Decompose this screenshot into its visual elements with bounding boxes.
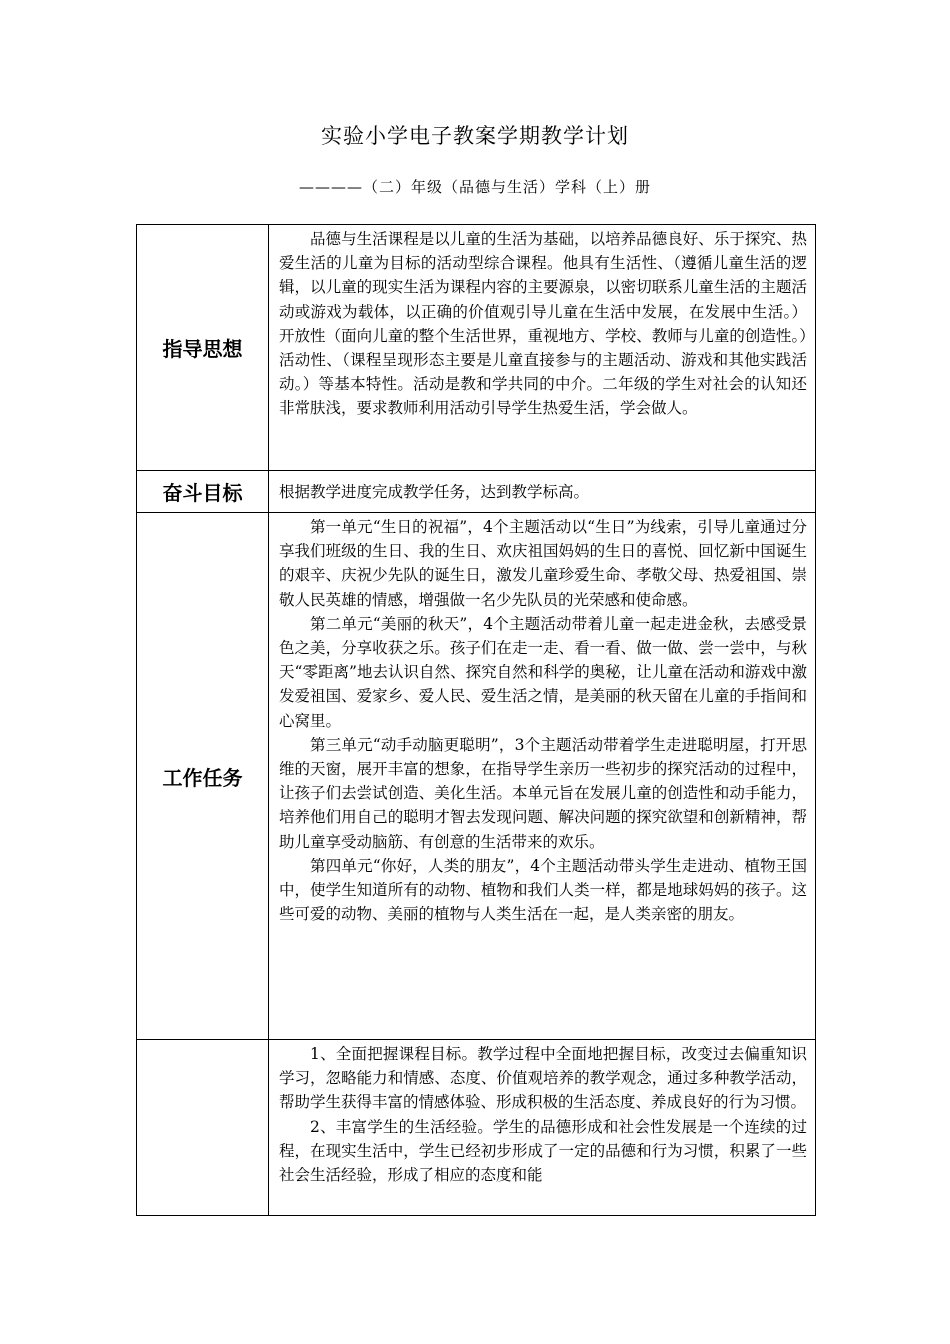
content-paragraph: 第四单元“你好，人类的朋友”，4个主题活动带头学生走进动、植物王国中，使学生知道所有的动物、植物和我们人类一样，都是地球妈妈的孩子。这些可爱的动物、美丽的植物与人类生活在一起，是人类亲密的朋友。 xyxy=(279,856,807,924)
row-label-empty xyxy=(137,1040,269,1216)
row-label-guiding-ideology: 指导思想 xyxy=(137,225,269,471)
content-paragraph: 1、全面把握课程目标。教学过程中全面地把握目标，改变过去偏重知识学习，忽略能力和情感、态度、价值观培养的教学观念，通过多种教学活动，帮助学生获得丰富的情感体验、形成积极的生活态度、养成良好的行为习惯。 xyxy=(279,1045,807,1112)
row-label-work-tasks: 工作任务 xyxy=(137,513,269,1040)
table-row xyxy=(137,1040,816,1216)
page-title: 实验小学电子教案学期教学计划 xyxy=(321,124,629,148)
row-content-measures xyxy=(269,1040,816,1216)
row-content-guiding-ideology xyxy=(269,225,816,471)
page-subtitle: ————（二）年级（品德与生活）学科（上）册 xyxy=(298,178,651,196)
table-row xyxy=(137,225,816,471)
plan-table xyxy=(136,224,816,1216)
content-paragraph: 2、丰富学生的生活经验。学生的品德形成和社会性发展是一个连续的过程，在现实生活中，学生已经初步形成了一定的品德和行为习惯，积累了一些社会生活经验，形成了相应的态度和能 xyxy=(279,1117,807,1185)
content-paragraph: 第二单元“美丽的秋天”，4个主题活动带着儿童一起走进金秋，去感受景色之美，分享收获之乐。孩子们在走一走、看一看、做一做、尝一尝中，与秋天“零距离”地去认识自然、探究自然和科学的奥秘，让儿童在活动和游戏中激发爱祖国、爱家乡、爱人民、爱生活之情，是美丽的秋天留在儿童的手指间和心窝里。 xyxy=(279,614,807,730)
row-content-work-tasks xyxy=(269,513,816,1040)
row-label-goals: 奋斗目标 xyxy=(137,471,269,513)
table-row xyxy=(137,471,816,513)
row-content-goals xyxy=(269,471,816,513)
content-paragraph: 品德与生活课程是以儿童的生活为基础，以培养品德良好、乐于探究、热爱生活的儿童为目标的活动型综合课程。他具有生活性、（遵循儿童生活的逻辑，以儿童的现实生活为课程内容的主要源泉，以密切联系儿童生活的主题活动或游戏为载体，以正确的价值观引导儿童在生活中发展，在发展中生活。）开放性（面向儿童的整个生活世界，重视地方、学校、教师与儿童的创造性。）活动性、（课程呈现形态主要是儿童直接参与的主题活动、游戏和其他实践活动。）等基本特性。活动是教和学共同的中介。二年级的学生对社会的认知还非常肤浅，要求教师利用活动引导学生热爱生活，学会做人。 xyxy=(279,230,807,418)
content-paragraph: 根据教学进度完成教学任务，达到教学标高。 xyxy=(279,482,590,501)
table-row xyxy=(137,513,816,1040)
content-paragraph: 第一单元“生日的祝福”，4个主题活动以“生日”为线索，引导儿童通过分享我们班级的生日、我的生日、欢庆祖国妈妈的生日的喜悦、回忆新中国诞生的艰辛、庆祝少先队的诞生日，激发儿童珍爱生命、孝敬父母、热爱祖国、崇敬人民英雄的情感，增强做一名少先队员的光荣感和使命感。 xyxy=(279,518,807,609)
content-paragraph: 第三单元“动手动脑更聪明”，3个主题活动带着学生走进聪明屋，打开思维的天窗，展开丰富的想象，在指导学生亲历一些初步的探究活动的过程中，让孩子们去尝试创造、美化生活。本单元旨在发展儿童的创造性和动手能力，培养他们用自己的聪明才智去发现问题、解决问题的探究欲望和创新精神，帮助儿童享受动脑筋、有创意的生活带来的欢乐。 xyxy=(279,735,807,851)
